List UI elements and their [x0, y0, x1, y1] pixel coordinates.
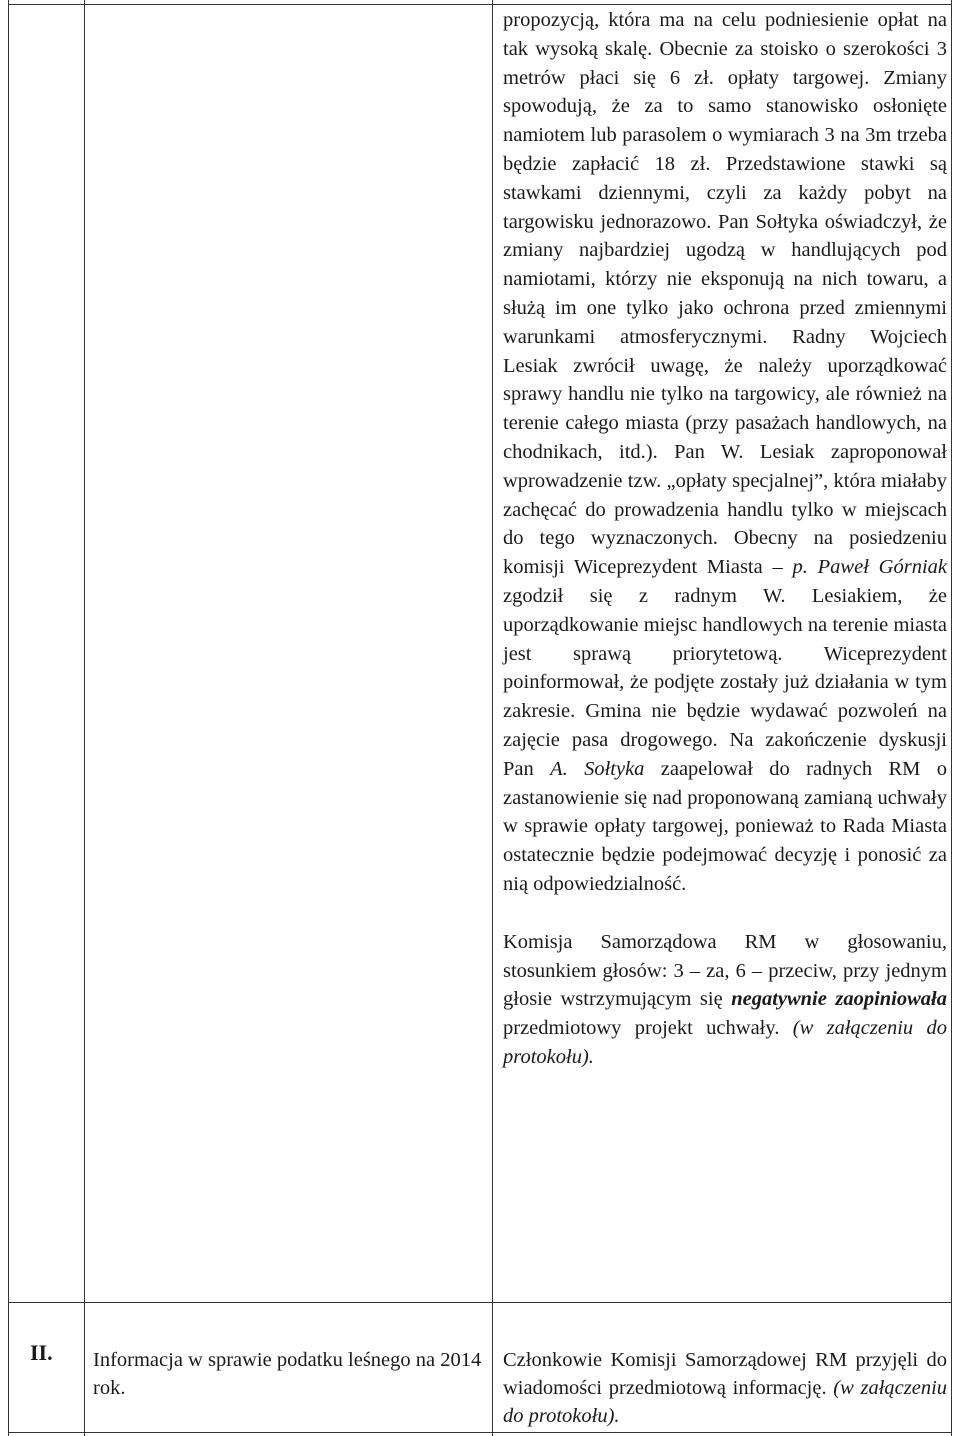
- table-border-right: [951, 0, 952, 1436]
- vote-text: Komisja Samorządowa RM w głosowaniu, stosunkiem głosów: 3 – za, 6 – przeciw, przy jednym głosie wstrzymującym się: [503, 930, 947, 1011]
- vote-paragraph: [503, 928, 947, 1072]
- conclusion-text: Członkowie Komisji Samorządowej RM przyjęli do wiadomości przedmiotową informację.: [503, 1349, 947, 1399]
- discussion-text: propozycją, która ma na celu podniesienie opłat na tak wysoką skalę. Obecnie za stoisko o szerokości 3 metrów płaci się 6 zł. opłaty targowej. Zmiany spowodują, że za to samo stanowisko osłonięte namiotem lub parasolem o wymiarach 3 na 3m trzeba będzie zapłacić 18 zł. Przedstawione stawki są stawkami dziennymi, czyli za każdy pobyt na targowisku jednorazowo. Pan Sołtyka oświadczył, że zmiany najbardziej ugodzą w handlujących pod namiotami, którzy nie eksponują na nich towaru, a służą im one tylko jako ochrona przed zmiennymi warunkami atmosferycznymi. Radny Wojciech Lesiak zwrócił uwagę, że należy uporządkować sprawy handlu nie tylko na targowicy, ale również na terenie całego miasta (przy pasażach handlowych, na chodnikach, itd.). Pan W. Lesiak zaproponował wprowadzenie tzw. „opłaty specjalnej”, która miałaby zachęcać do prowadzenia handlu tylko w miejscach do tego wyznaczonych. Obecny na posiedzeniu komisji Wiceprezydent Miasta –: [503, 9, 947, 579]
- speaker-name: A. Sołtyka: [550, 757, 645, 780]
- table-border-bottom: [8, 1432, 952, 1433]
- vote-subject: przedmiotowy projekt uchwały.: [503, 1017, 780, 1040]
- discussion-text-end: zaapelował do radnych RM o zastanowienie się nad proponowaną zamianą uchwały w sprawie opłaty targowej, ponieważ to Rada Miasta ostatecznie będzie podejmować decyzję i ponosić za nią odpowiedzialność.: [503, 757, 947, 895]
- item-conclusion: [503, 1346, 947, 1430]
- conclusion-attachment-note: (w załączeniu do protokołu).: [503, 1377, 948, 1427]
- table-border-top: [8, 4, 952, 5]
- table-border-col2: [492, 0, 493, 1436]
- table-row-divider: [8, 1302, 952, 1303]
- attachment-note: (w załączeniu do protokołu).: [503, 1017, 947, 1068]
- table-border-left: [8, 0, 9, 1436]
- item-number: II.: [30, 1340, 53, 1365]
- discussion-paragraph: [503, 6, 947, 899]
- table-border-col1: [84, 0, 85, 1436]
- discussion-cell: [503, 6, 947, 1072]
- discussion-text-cont: zgodził się z radnym W. Lesiakiem, że uporządkowanie miejsc handlowych na terenie miasta jest sprawą priorytetową. Wiceprezydent poinformował, że podjęte zostały już działania w tym zakresie. Gmina nie będzie wydawać pozwoleń na zajęcie pasa drogowego. Na zakończenie dyskusji Pan: [503, 584, 947, 780]
- vice-president-name: p. Paweł Górniak: [792, 556, 947, 579]
- vote-result: negatywnie zaopiniowała: [731, 988, 947, 1011]
- conclusion-paragraph: [503, 1346, 947, 1430]
- item-topic: Informacja w sprawie podatku leśnego na 2014 rok.: [93, 1349, 482, 1399]
